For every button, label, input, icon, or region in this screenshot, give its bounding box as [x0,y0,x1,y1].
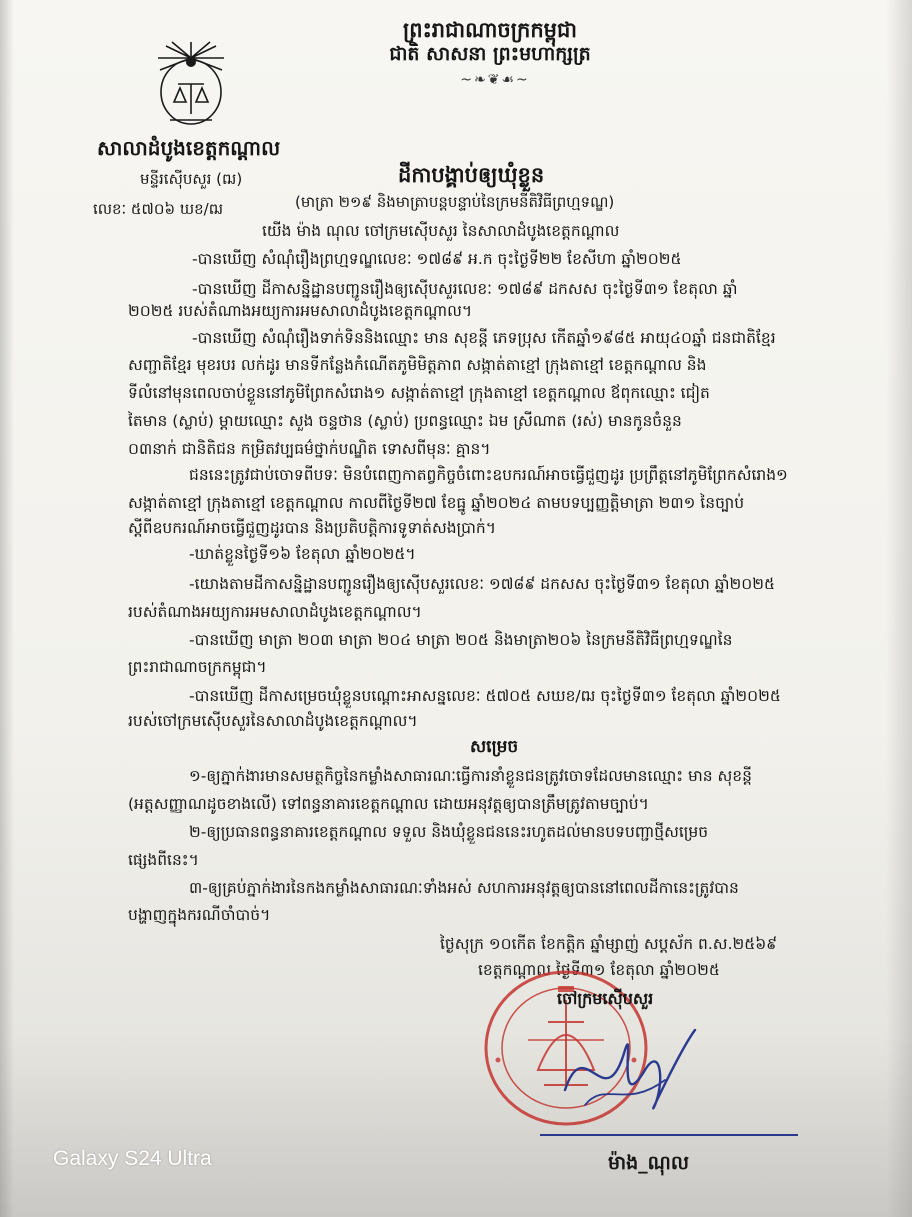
body-line: សង្កាត់តាខ្មៅ ក្រុងតាខ្មៅ ខេត្តកណ្ដាល កាលពីថ្ងៃទី២៧ ខែធ្នូ ឆ្នាំ២០២៤ តាមបទប្បញ្ញត្តិមាត្រា ២៣១ នៃច្បាប់ [128,494,745,512]
body-line: -បានឃើញ មាត្រា ២០៣ មាត្រា ២០៤ មាត្រា ២០៥ និងមាត្រា២០៦ នៃក្រមនីតិវិធីព្រហ្មទណ្ឌនៃ [189,631,733,649]
lunar-date: ថ្ងៃសុក្រ ១០កើត ខែកត្តិក ឆ្នាំម្សាញ់ សប្តស័ក ព.ស.២៥៦៩ [440,935,778,953]
body-line: របស់ចៅក្រមស៊ើបសួរនៃសាលាដំបូងខេត្តកណ្ដាល។ [128,712,418,730]
signer-name: ម៉ាង_ណុល [608,1152,689,1174]
reference-number: លេខៈ ៥៧០៦ ឃខ/ឍ [93,200,223,218]
document-subtitle: (មាត្រា ២១៩ និងមាត្រាបន្តបន្ទាប់នៃក្រមនីតិវិធីព្រហ្មទណ្ឌ) [295,193,615,211]
body-line: -បានឃើញ ដីកាសន្និដ្ឋានបញ្ជូនរឿងឲ្យស៊ើបសួរលេខៈ ១៧៨៩ ដកសស ចុះថ្ងៃទី៣១ ខែតុលា ឆ្នាំ [192,280,738,298]
signature-line [540,1134,798,1136]
decision-line: ៣-ឲ្យគ្រប់ភ្នាក់ងារនៃកងកម្លាំងសាធារណៈទាំងអស់ សហការអនុវត្តឲ្យបាននៅពេលដីកានេះត្រូវបាន [189,879,739,897]
court-emblem-icon [148,36,234,132]
body-line: សញ្ជាតិខ្មែរ មុខរបរ លក់ដូរ មានទីកន្លែងកំណើតភូមិមិត្តភាព សង្កាត់តាខ្មៅ ក្រុងតាខ្មៅ ខេត្តកណ្ដាល និង [128,356,707,374]
decision-line: (អត្តសញ្ញាណដូចខាងលើ) ទៅពន្ធនាគារខេត្តកណ្ដាល ដោយអនុវត្តឲ្យបានត្រឹមត្រូវតាមច្បាប់។ [128,795,649,813]
body-line: -ឃាត់ខ្លួនថ្ងៃទី១៦ ខែតុលា ឆ្នាំ២០២៥។ [189,545,416,563]
body-line: ស្ដីពីឧបករណ៍អាចធ្វើជួញដូរបាន និងប្រតិបត្តិការទូទាត់សងប្រាក់។ [128,519,496,537]
body-line: ២០២៥ របស់តំណាងអយ្យការអមសាលាដំបូងខេត្តកណ្ដាល។ [128,302,473,320]
page-right-shadow [886,0,912,1217]
office-name: មន្ទីរស៊ើបសួរ (ឍ) [140,170,243,188]
body-line: របស់តំណាងអយ្យការអមសាលាដំបូងខេត្តកណ្ដាល។ [128,603,422,621]
decision-heading: សម្រេច [470,737,519,757]
device-watermark: Galaxy S24 Ultra [53,1147,212,1170]
court-name: សាលាដំបូងខេត្តកណ្ដាល [97,136,281,160]
body-line: ទីលំនៅមុនពេលចាប់ខ្លួននៅភូមិព្រែកសំរោង១ សង្កាត់តាខ្មៅ ក្រុងតាខ្មៅ ខេត្តកណ្ដាល ឪពុកឈ្មោះ ជៀត [128,384,710,402]
body-line: -បានឃើញ ដីកាសម្រេចឃុំខ្លួនបណ្ដោះអាសន្នលេខៈ ៥៧០៥ សឃខ/ឍ ចុះថ្ងៃទី៣១ ខែតុលា ឆ្នាំ២០២៥ [189,687,781,705]
decision-line: ១-ឲ្យភ្នាក់ងារមានសមត្ថកិច្ចនៃកម្លាំងសាធារណៈធ្វើការនាំខ្លួនជនត្រូវចោទដែលមានឈ្មោះ មាន សុខន្តី [189,767,752,785]
judge-signature [545,1010,705,1130]
body-line: ជននេះត្រូវជាប់ចោទពីបទៈ មិនបំពេញកាតព្វកិច្ចចំពោះឧបករណ៍អាចធ្វើជួញដូរ ប្រព្រឹត្តនៅភូមិព្រែកសំរោង១ [189,466,788,484]
body-line: ០៣នាក់ ជានិតិជន កម្រិតវប្បធម៌ថ្នាក់បណ្ឌិត ទោសពីមុនៈ គ្មាន។ [128,440,491,458]
body-line: -បានឃើញ សំណុំរឿងព្រហ្មទណ្ឌលេខៈ ១៧៨៩ អ.ក ចុះថ្ងៃទី២២ ខែសីហា ឆ្នាំ២០២៥ [192,250,682,268]
decision-line: ផ្សេងពីនេះ។ [128,851,199,869]
decision-line: ២-ឲ្យប្រធានពន្ធនាគារខេត្តកណ្ដាល ទទួល និងឃុំខ្លួនជននេះរហូតដល់មានបទបញ្ជាថ្មីសម្រេច [189,823,709,841]
kingdom-heading: ព្រះរាជាណាចក្រកម្ពុជា [402,18,577,42]
body-line: -យោងតាមដីកាសន្និដ្ឋានបញ្ជូនរឿងឲ្យស៊ើបសួរលេខៈ ១៧៨៩ ដកសស ចុះថ្ងៃទី៣១ ខែតុលា ឆ្នាំ២០២៥ [189,575,775,593]
solar-date: ខេត្តកណ្ដាល ថ្ងៃទី៣១ ខែតុលា ឆ្នាំ២០២៥ [478,961,720,979]
body-line: ព្រះរាជាណាចក្រកម្ពុជា។ [128,658,267,676]
judge-line: យើង ម៉ាង ណុល ចៅក្រមស៊ើបសួរ នៃសាលាដំបូងខេត្តកណ្ដាល [262,222,620,240]
decorative-ornament: ~❧❦☙~ [460,72,530,88]
document-title: ដីកាបង្គាប់ឲ្យឃុំខ្លួន [398,163,545,187]
decision-line: បង្ហាញក្នុងករណីចាំបាច់។ [128,906,271,924]
body-line: -បានឃើញ សំណុំរឿងទាក់ទិននិងឈ្មោះ មាន សុខន្តី ភេទប្រុស កើតឆ្នាំ១៩៨៥ អាយុ៤០ឆ្នាំ ជនជាតិខ្មែរ [192,329,776,347]
body-line: តៃមាន (ស្លាប់) ម្ដាយឈ្មោះ សួង ចន្ទថាន (ស្លាប់) ប្រពន្ធឈ្មោះ ឯម ស្រីណាត (រស់) មានកូនចំនួន [128,412,682,430]
signer-title: ចៅក្រមស៊ើបសួរ [557,989,654,1008]
national-motto: ជាតិ សាសនា ព្រះមហាក្សត្រ [389,43,591,65]
page-edge-shadow [0,0,14,1217]
